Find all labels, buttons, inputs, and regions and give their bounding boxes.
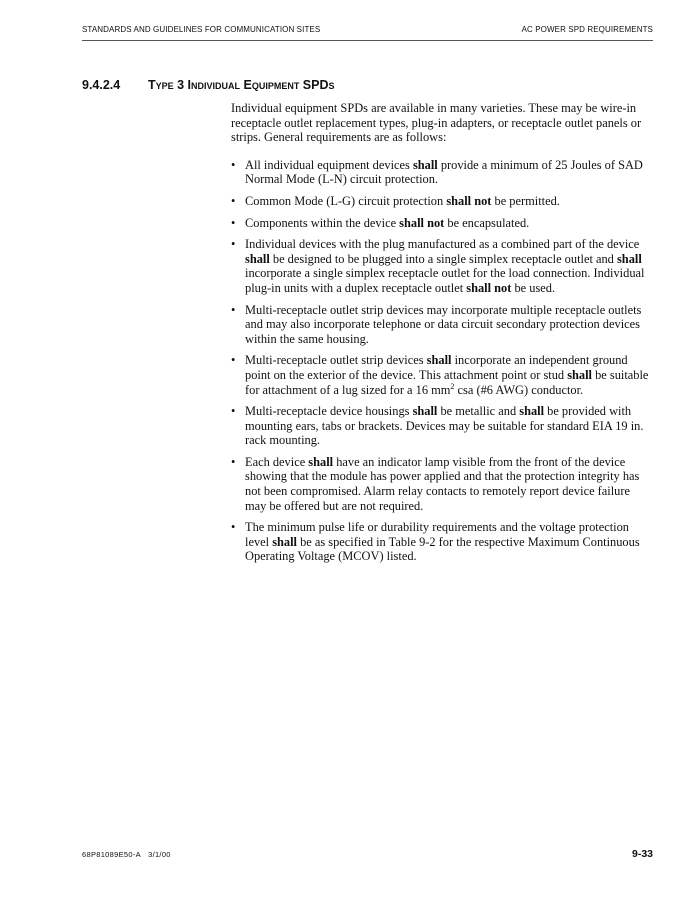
text-run: Multi-receptacle outlet strip devices may incorporate multiple receptacle outlets and may also incorporate telephone or data circuit secondary protection devices within the same housing.: [245, 302, 642, 346]
bullet-icon: •: [231, 157, 236, 172]
page-footer: [82, 848, 653, 862]
list-item-text: [245, 404, 643, 447]
list-item-text: [245, 353, 648, 396]
list-item: [231, 455, 652, 513]
bullet-icon: •: [231, 454, 236, 469]
text-run: be provided with mounting ears, tabs or brackets. Devices may be suitable for standard EIA 19 in. rack mounting.: [245, 404, 644, 448]
text-run: Multi-receptacle outlet strip devices: [245, 353, 427, 368]
text-run: be permitted.: [491, 193, 560, 208]
emphasis-text: shall: [412, 404, 438, 419]
text-run: have an indicator lamp visible from the front of the device showing that the module has power applied and that the protection integrity has not been compromised. Alarm relay contacts to remotely report device failure may be offered but are not required.: [245, 454, 640, 513]
text-run: Each device: [245, 454, 309, 469]
page-number: 9-33: [631, 848, 653, 860]
list-item-text: [245, 216, 529, 230]
bullet-icon: •: [231, 193, 236, 208]
emphasis-text: shall: [616, 251, 642, 266]
text-run: be designed to be plugged into a single simplex receptacle outlet and: [269, 251, 617, 266]
text-run: All individual equipment devices: [245, 157, 413, 172]
text-run: incorporate an independent ground point on the exterior of the device. This attachment point or stud: [245, 353, 628, 382]
running-header: [82, 25, 653, 37]
text-run: provide a minimum of 25 Joules of SAD Normal Mode (L-N) circuit protection.: [245, 157, 643, 187]
bullet-icon: •: [231, 353, 236, 368]
list-item-text: [245, 194, 560, 208]
bullet-icon: •: [231, 237, 236, 252]
list-item: [231, 237, 652, 295]
header-chapter-title: AC POWER SPD REQUIREMENTS: [521, 25, 653, 34]
bullet-icon: •: [231, 215, 236, 230]
document-number: 68P81089E50-A: [82, 850, 141, 859]
section-number: 9.4.2.4: [82, 78, 121, 92]
list-item: [231, 158, 652, 187]
list-item: [231, 216, 652, 231]
emphasis-text: shall: [272, 534, 297, 549]
text-run: Multi-receptacle device housings: [245, 404, 413, 419]
text-run: be used.: [511, 280, 556, 295]
footer-document-info: [82, 850, 171, 859]
emphasis-text: shall not: [466, 280, 512, 295]
document-date: 3/1/00: [148, 850, 171, 859]
list-item: [231, 404, 652, 448]
list-item: [231, 353, 652, 397]
bullet-icon: •: [231, 302, 236, 317]
text-run: Individual devices with the plug manufactured as a combined part of the device: [245, 237, 640, 252]
emphasis-text: shall: [426, 353, 452, 368]
emphasis-text: shall not: [446, 193, 492, 208]
text-run: Components within the device: [245, 215, 400, 230]
emphasis-text: shall: [567, 367, 592, 382]
emphasis-text: shall: [412, 157, 438, 172]
emphasis-text: shall: [519, 404, 545, 419]
bullet-icon: •: [231, 404, 236, 419]
list-item-text: [245, 520, 640, 563]
text-run: The minimum pulse life or durability requirements and the voltage protection level: [245, 520, 630, 549]
emphasis-text: shall: [245, 251, 270, 266]
header-rule: [82, 40, 653, 41]
list-item-text: [245, 158, 643, 187]
header-document-title: STANDARDS AND GUIDELINES FOR COMMUNICATION SITES: [82, 25, 321, 34]
text-run: be as specified in Table 9-2 for the respective Maximum Continuous Operating Voltage (MCOV) listed.: [245, 534, 640, 564]
text-run: Common Mode (L-G) circuit protection: [245, 193, 447, 208]
list-item: [231, 303, 652, 347]
emphasis-text: shall: [308, 454, 334, 469]
list-item: [231, 520, 652, 564]
emphasis-text: shall not: [399, 215, 445, 230]
requirements-list: [231, 158, 652, 564]
list-item-text: [245, 455, 639, 513]
superscript-text: 2: [450, 381, 455, 391]
intro-paragraph: Individual equipment SPDs are available in many varieties. These may be wire-in receptacle outlet replacement types, plug-in adapters, or receptacle outlet panels or strips. General requirements are as follows:: [231, 101, 642, 145]
text-run: be suitable for attachment of a lug sized for a 16 mm: [245, 367, 649, 397]
text-run: be metallic and: [437, 404, 520, 419]
list-item-text: [245, 303, 641, 346]
text-run: csa (#6 AWG) conductor.: [454, 382, 584, 397]
bullet-icon: •: [231, 520, 236, 535]
section-title: Type 3 Individual Equipment SPDs: [148, 78, 335, 92]
list-item: [231, 194, 652, 209]
section-body: [231, 101, 652, 571]
text-run: be encapsulated.: [444, 215, 530, 230]
list-item-text: [245, 237, 644, 295]
text-run: incorporate a single simplex receptacle outlet for the load connection. Individual plug-in units with a duplex receptacle outlet: [245, 266, 645, 295]
